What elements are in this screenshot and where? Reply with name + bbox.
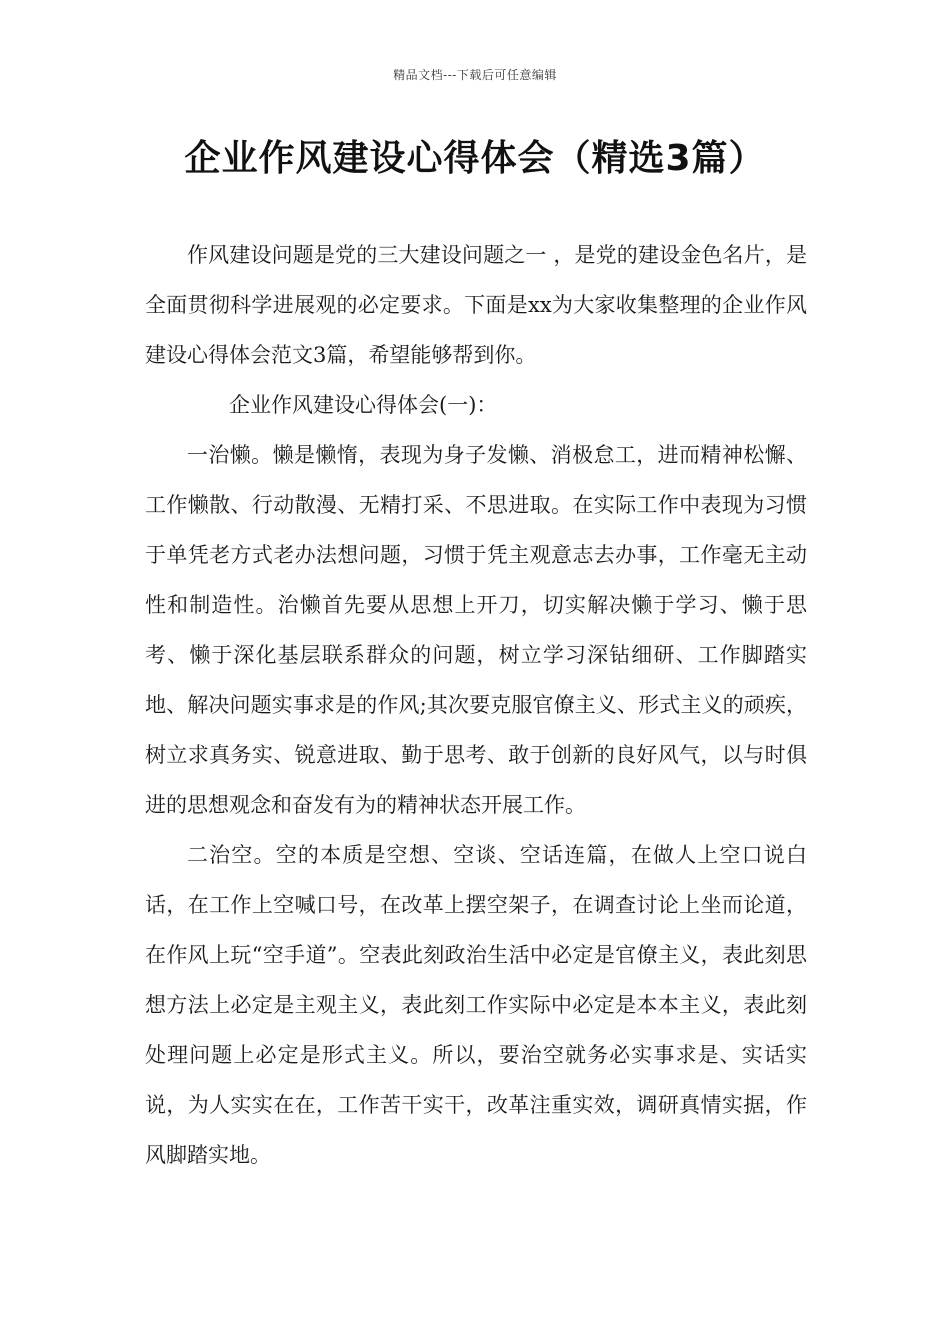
body-paragraph: 一治懒。懒是懒惰，表现为身子发懒、消极怠工，进而精神松懈、工作懒散、行动散漫、无精打采、不思进取。在实际工作中表现为习惯于单凭老方式老办法想问题，习惯于凭主观意志去办事，工作毫无主动性和制造性。治懒首先要从思想上开刀，切实解决懒于学习、懒于思考、懒于深化基层联系群众的问题，树立学习深钻细研、工作脚踏实地、解决问题实事求是的作风;其次要克服官僚主义、形式主义的顽疾，树立求真务实、锐意进取、勤于思考、敢于创新的良好风气，以与时俱进的思想观念和奋发有为的精神状态开展工作。 (145, 443, 807, 817)
header-note: 精品文档---下载后可任意编辑 (393, 68, 557, 82)
document-title: 企业作风建设心得体会（精选3篇） (184, 138, 766, 179)
section-heading: 企业作风建设心得体会(一)： (229, 393, 498, 417)
document-body (145, 230, 807, 1180)
intro-paragraph: 作风建设问题是党的三大建设问题之一 ，是党的建设金色名片，是全面贯彻科学进展观的必定要求。下面是xx为大家收集整理的企业作风建设心得体会范文3篇，希望能够帮到你。 (145, 243, 807, 367)
body-paragraph: 二治空。空的本质是空想、空谈、空话连篇，在做人上空口说白话，在工作上空喊口号，在改革上摆空架子，在调查讨论上坐而论道，在作风上玩“空手道”。空表此刻政治生活中必定是官僚主义，表此刻思想方法上必定是主观主义，表此刻工作实际中必定是本本主义，表此刻处理问题上必定是形式主义。所以，要治空就务必实事求是、实话实说，为人实实在在，工作苦干实干，改革注重实效，调研真情实据，作风脚踏实地。 (145, 843, 807, 1167)
